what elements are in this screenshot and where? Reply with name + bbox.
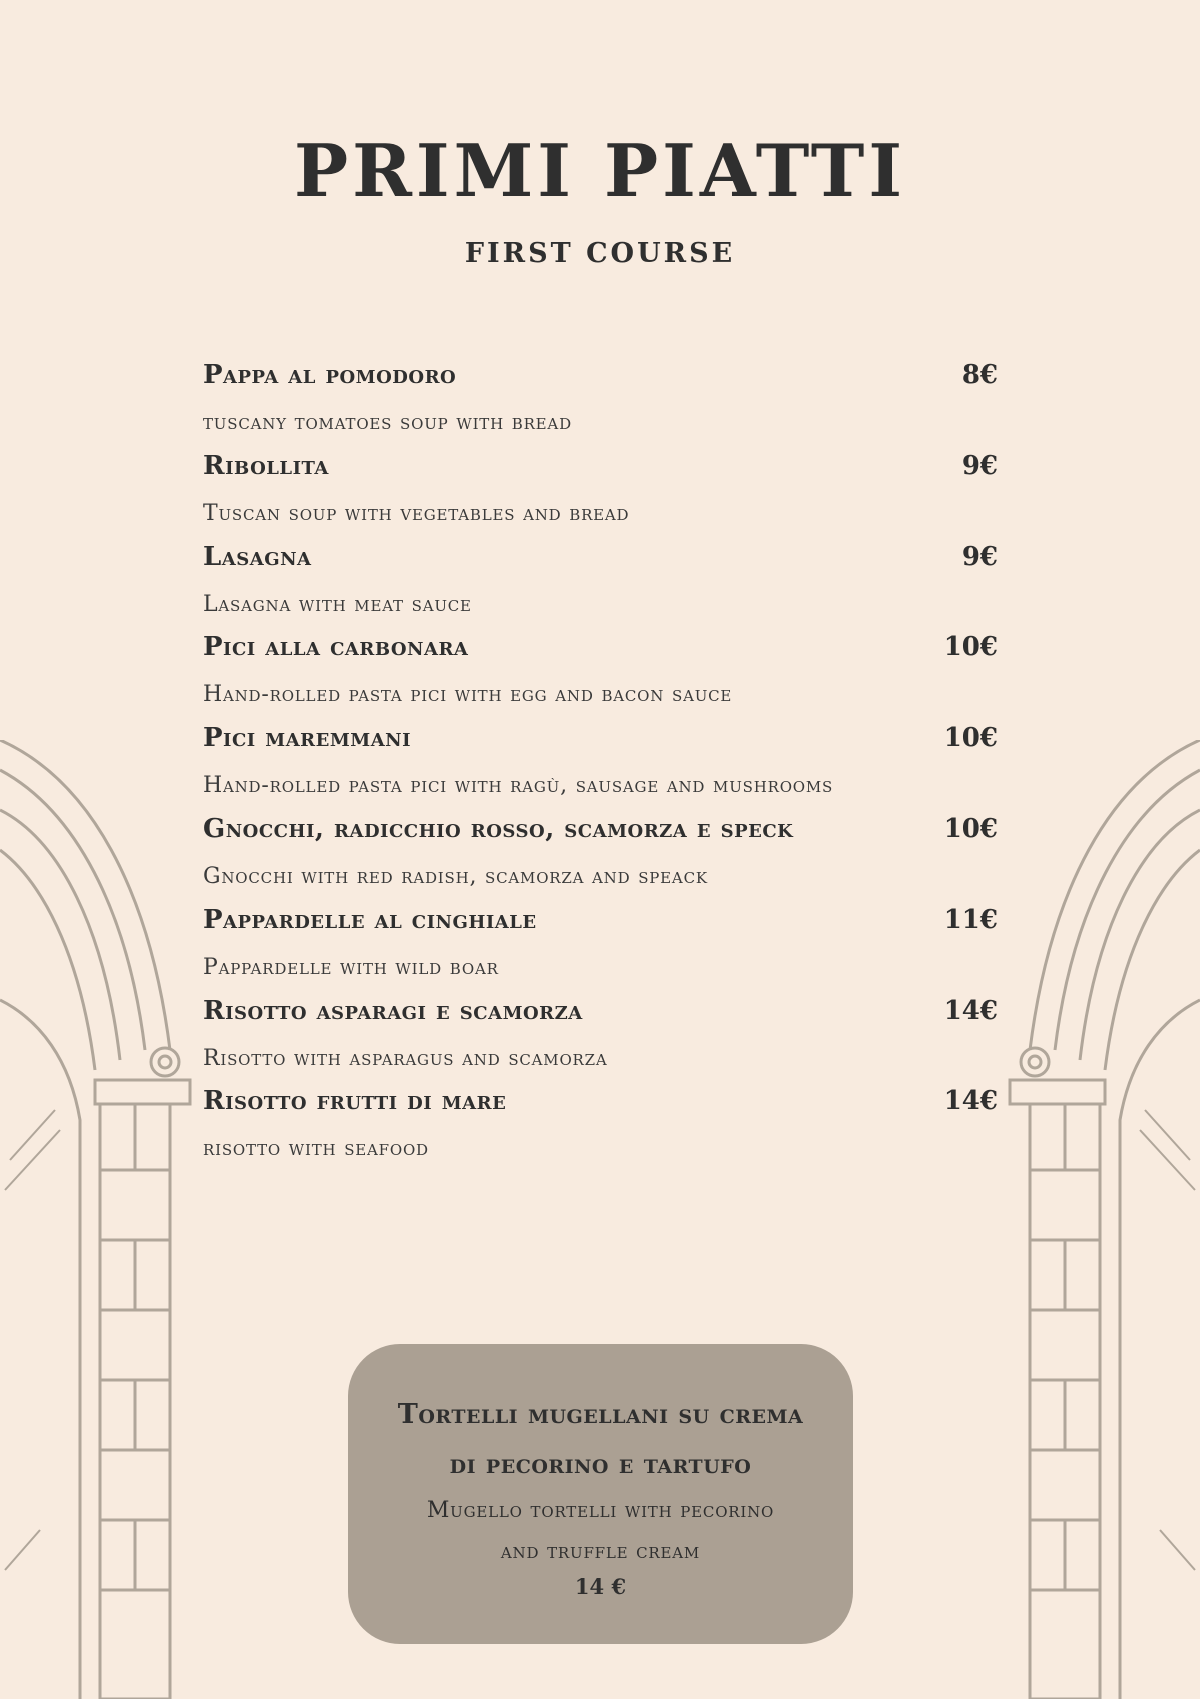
menu-item — [203, 360, 998, 451]
menu-list — [203, 360, 998, 1177]
dish-name: Gnocchi, radicchio rosso, scamorza e speck — [203, 813, 794, 844]
dish-description: Hand-rolled pasta pici with egg and bacon sauce — [203, 682, 733, 708]
menu-item — [203, 723, 998, 814]
menu-item — [203, 1086, 998, 1177]
special-desc-line-2: and truffle cream — [500, 1539, 701, 1564]
special-name-line-2: di pecorino e tartufo — [449, 1449, 752, 1480]
dish-description: Pappardelle with wild boar — [203, 954, 499, 980]
page-title: PRIMI PIATTI — [293, 128, 907, 213]
special-dish-box — [348, 1344, 853, 1644]
menu-item — [203, 905, 998, 996]
dish-price: 9€ — [961, 450, 998, 481]
dish-price: 9€ — [961, 541, 998, 572]
dish-name: Pappa al pomodoro — [203, 360, 457, 390]
dish-price: 14€ — [943, 1086, 998, 1117]
special-dish-price: 14 € — [574, 1574, 627, 1599]
menu-item — [203, 632, 998, 723]
dish-price: 14€ — [943, 995, 998, 1026]
menu-item — [203, 542, 998, 633]
dish-name: Ribollita — [203, 450, 329, 481]
special-dish-description — [378, 1490, 823, 1572]
dish-name: Lasagna — [203, 541, 312, 572]
dish-description: tuscany tomatoes soup with bread — [203, 410, 572, 435]
dish-name: Risotto asparagi e scamorza — [203, 995, 583, 1026]
dish-name: Risotto frutti di mare — [203, 1086, 507, 1117]
dish-price: 10€ — [943, 723, 998, 754]
menu-item — [203, 996, 998, 1087]
dish-description: Gnocchi with red radish, scamorza and speack — [203, 863, 708, 889]
dish-description: Risotto with asparagus and scamorza — [203, 1045, 608, 1071]
dish-description: Hand-rolled pasta pici with ragù, sausage and mushrooms — [203, 773, 834, 799]
special-dish-name — [368, 1390, 833, 1490]
dish-description: Tuscan soup with vegetables and bread — [203, 500, 630, 526]
dish-price: 10€ — [943, 632, 998, 663]
dish-price: 11€ — [943, 904, 998, 935]
dish-description: Lasagna with meat sauce — [203, 591, 472, 617]
menu-item — [203, 814, 998, 905]
dish-name: Pici alla carbonara — [203, 632, 469, 663]
dish-price: 10€ — [943, 813, 998, 844]
page-subtitle: FIRST COURSE — [464, 238, 736, 269]
dish-price: 8€ — [961, 360, 998, 390]
menu-item — [203, 451, 998, 542]
dish-name: Pappardelle al cinghiale — [203, 904, 537, 935]
arch-illustration-right — [1000, 740, 1200, 1699]
special-name-line-1: Tortelli mugellani su crema — [397, 1399, 804, 1430]
dish-name: Pici maremmani — [203, 723, 412, 754]
dish-description: risotto with seafood — [203, 1136, 429, 1162]
special-desc-line-1: Mugello tortelli with pecorino — [426, 1498, 775, 1523]
arch-illustration-left — [0, 740, 200, 1699]
